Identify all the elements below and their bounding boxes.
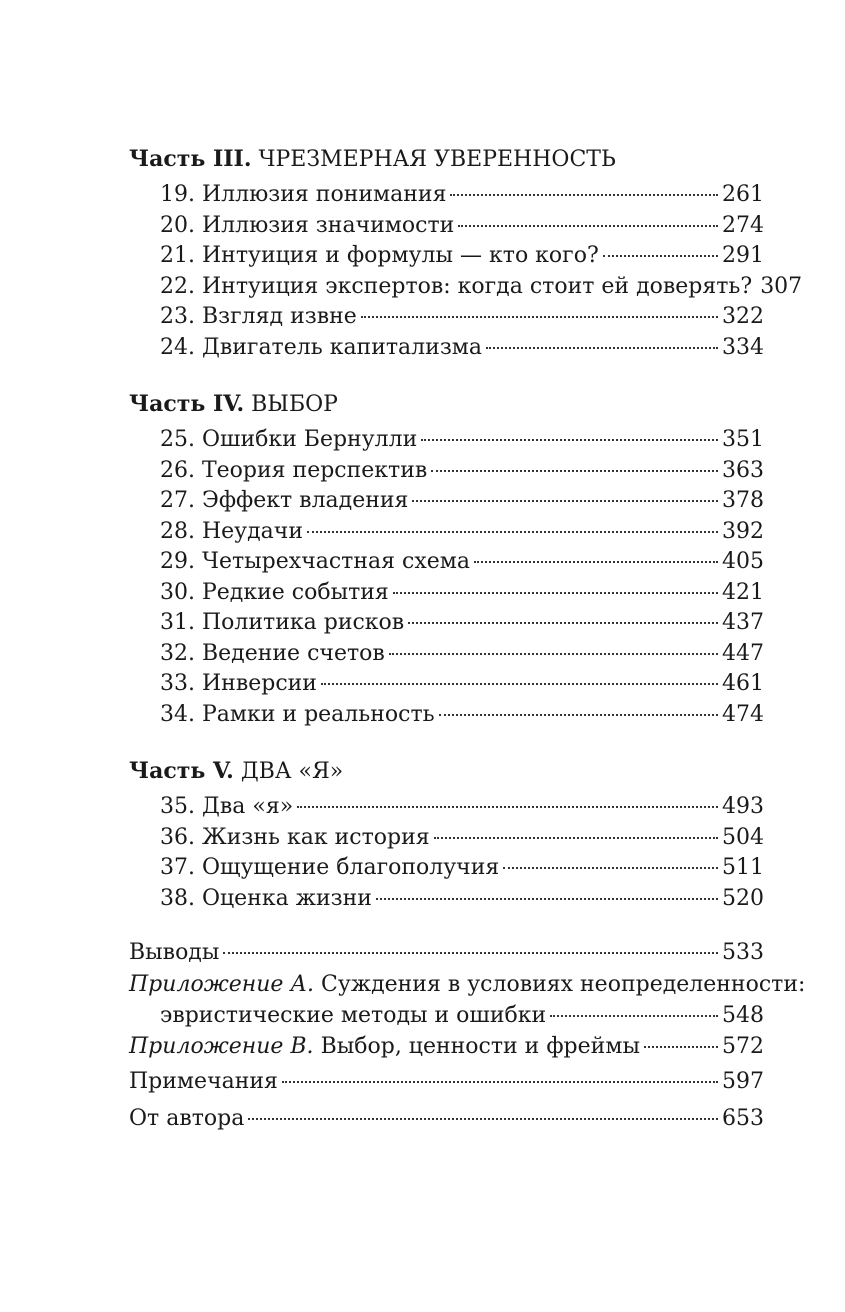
chapter-title: 34. Рамки и реальность [160, 701, 435, 727]
part-title: ДВА «Я» [240, 759, 344, 784]
toc-entry[interactable] [129, 517, 764, 548]
appendix-title-line1: Суждения в условиях неопределенности: [321, 971, 806, 997]
entry-title: Выводы [129, 940, 220, 965]
toc-entry-author[interactable] [129, 1104, 764, 1135]
chapter-title: 31. Политика рисков [160, 610, 405, 635]
toc-entry-appendix-b[interactable] [129, 1031, 764, 1062]
page-number: 548 [722, 1002, 764, 1028]
chapter-title: 21. Интуиция и формулы — кто кого? [160, 243, 599, 268]
chapter-title: 24. Двигатель капитализма [160, 334, 483, 360]
dot-leader [450, 194, 718, 196]
dot-leader [439, 714, 718, 716]
dot-leader [434, 837, 718, 839]
page-number: 291 [722, 243, 764, 268]
dot-leader [550, 1015, 718, 1017]
toc-entry[interactable] [129, 639, 764, 670]
appendix-label: Приложение В. [129, 1033, 314, 1059]
page-number: 653 [722, 1106, 764, 1131]
page-number: 274 [722, 212, 764, 238]
dot-leader [223, 952, 718, 954]
page-number: 572 [722, 1033, 764, 1059]
toc-entry[interactable] [129, 823, 764, 854]
page-number: 493 [722, 794, 764, 819]
part-4-chapters [129, 425, 764, 730]
toc-entry-appendix-a-continued[interactable] [129, 1000, 764, 1031]
table-of-contents [129, 142, 806, 1135]
part-3-chapters [129, 180, 803, 363]
page-number: 334 [722, 334, 764, 360]
page-number: 322 [722, 304, 764, 329]
toc-entry-conclusions[interactable] [129, 938, 764, 969]
page-number: 392 [722, 518, 764, 544]
toc-entry[interactable] [129, 241, 764, 272]
dot-leader [458, 225, 718, 227]
toc-entry-appendix-a[interactable] [129, 969, 806, 1000]
chapter-title: 36. Жизнь как история [160, 824, 430, 850]
toc-entry[interactable] [129, 608, 764, 639]
dot-leader [603, 255, 718, 257]
chapter-title: 37. Ощущение благополучия [160, 855, 500, 880]
part-label: Часть IV. [129, 391, 245, 417]
dot-leader [474, 561, 718, 563]
chapter-title: 30. Редкие события [160, 579, 389, 605]
dot-leader [431, 470, 718, 472]
page-number: 405 [722, 549, 764, 574]
dot-leader [644, 1046, 718, 1048]
toc-entry[interactable] [129, 180, 764, 211]
page-number: 504 [722, 824, 764, 850]
chapter-title: 23. Взгляд извне [160, 304, 357, 329]
toc-entry[interactable] [129, 884, 764, 915]
entry-title [129, 1031, 640, 1062]
part-4-heading [129, 387, 764, 421]
page-number: 363 [722, 457, 764, 483]
dot-leader [412, 500, 718, 502]
toc-entry[interactable] [129, 700, 764, 731]
toc-entry[interactable] [129, 456, 764, 487]
chapter-title: 35. Два «я» [160, 794, 294, 819]
spacer [129, 914, 764, 938]
dot-leader [282, 1081, 718, 1083]
chapter-title: 28. Неудачи [160, 518, 303, 544]
entry-title: Примечания [129, 1068, 278, 1094]
dot-leader [376, 898, 718, 900]
page-number: 421 [722, 579, 764, 605]
page-number: 461 [722, 671, 764, 696]
part-label: Часть V. [129, 758, 234, 784]
dot-leader [503, 867, 718, 869]
toc-entry[interactable] [129, 486, 764, 517]
part-3-heading [129, 142, 764, 176]
appendix-title-line2: эвристические методы и ошибки [160, 1002, 547, 1028]
dot-leader [297, 806, 718, 808]
toc-entry[interactable] [129, 211, 764, 242]
page-number: 533 [722, 940, 764, 965]
page-number: 447 [722, 640, 764, 666]
part-title: ЧРЕЗМЕРНАЯ УВЕРЕННОСТЬ [258, 147, 616, 172]
page-number: 378 [722, 488, 764, 513]
spacer [129, 1097, 764, 1104]
chapter-title: 38. Оценка жизни [160, 885, 372, 911]
spacer [129, 363, 764, 387]
dot-leader [307, 531, 718, 533]
part-title: ВЫБОР [251, 392, 338, 417]
dot-leader [389, 653, 718, 655]
chapter-title: 32. Ведение счетов [160, 640, 385, 666]
toc-entry[interactable] [129, 272, 803, 303]
page-number: 511 [722, 855, 764, 880]
chapter-title: 25. Ошибки Бернулли [160, 427, 418, 452]
toc-entry[interactable] [129, 853, 764, 884]
appendix-title: Выбор, ценности и фреймы [320, 1033, 640, 1059]
toc-entry[interactable] [129, 333, 764, 364]
chapter-title: 33. Инверсии [160, 671, 317, 696]
page-number: 351 [722, 427, 764, 452]
part-5-chapters [129, 792, 764, 914]
page-number: 474 [722, 701, 764, 727]
dot-leader [361, 316, 718, 318]
entry-title: От автора [129, 1106, 245, 1131]
chapter-title: 19. Иллюзия понимания [160, 182, 447, 207]
part-5-heading [129, 754, 764, 788]
dot-leader [321, 683, 718, 685]
toc-entry[interactable] [129, 578, 764, 609]
appendix-label: Приложение А. [129, 971, 315, 997]
toc-entry[interactable] [129, 547, 764, 578]
page-number: 520 [722, 885, 764, 911]
chapter-title: 26. Теория перспектив [160, 457, 428, 483]
dot-leader [486, 347, 718, 349]
toc-entry-notes[interactable] [129, 1067, 764, 1098]
page-number: 261 [722, 182, 764, 207]
part-label: Часть III. [129, 146, 252, 172]
toc-entry[interactable] [129, 669, 764, 700]
chapter-title: 27. Эффект владения [160, 488, 409, 513]
toc-entry[interactable] [129, 302, 764, 333]
spacer [129, 730, 764, 754]
chapter-title: 20. Иллюзия значимости [160, 212, 455, 238]
toc-entry[interactable] [129, 792, 764, 823]
dot-leader [248, 1118, 718, 1120]
entry-title [129, 969, 805, 1000]
chapter-title: 29. Четырехчастная схема [160, 549, 470, 574]
page-number: 437 [722, 610, 764, 635]
dot-leader [393, 592, 718, 594]
dot-leader [408, 622, 718, 624]
page-number: 597 [722, 1068, 764, 1094]
page-number: 307 [760, 273, 803, 299]
dot-leader [421, 439, 718, 441]
toc-entry[interactable] [129, 425, 764, 456]
chapter-title: 22. Интуиция экспертов: когда стоит ей доверять? [160, 273, 753, 299]
